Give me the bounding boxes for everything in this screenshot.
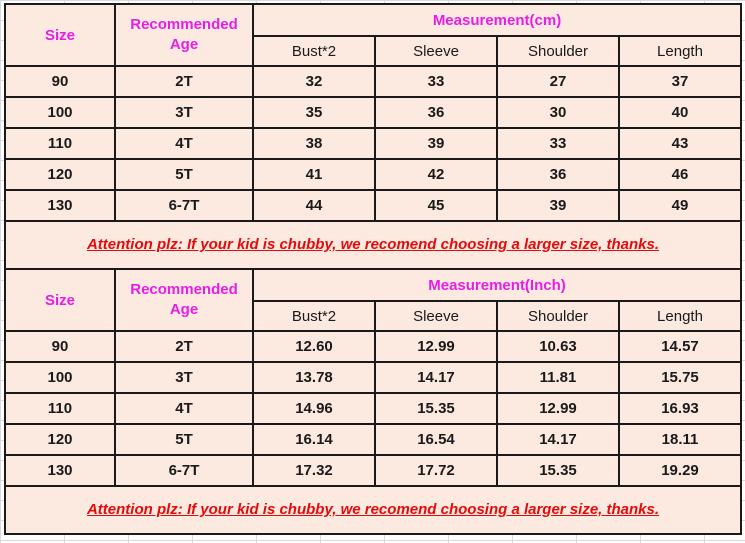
age-cell: 4T — [115, 393, 253, 424]
age-cell: 6-7T — [115, 190, 253, 221]
chubby-kid-notice — [5, 486, 741, 534]
sleeve-cell: 12.99 — [375, 331, 497, 362]
bust-cell: 16.14 — [253, 424, 375, 455]
length-cell: 16.93 — [619, 393, 741, 424]
shoulder-cell: 12.99 — [497, 393, 619, 424]
column-sleeve: Sleeve — [375, 36, 497, 66]
shoulder-cell: 10.63 — [497, 331, 619, 362]
sleeve-cell: 16.54 — [375, 424, 497, 455]
table-row — [5, 424, 741, 455]
size-cell: 110 — [5, 393, 115, 424]
length-cell: 14.57 — [619, 331, 741, 362]
recommended-age-header: Recommended Age — [115, 4, 253, 66]
bust-cell: 35 — [253, 97, 375, 128]
shoulder-cell: 14.17 — [497, 424, 619, 455]
shoulder-cell: 11.81 — [497, 362, 619, 393]
table-row — [5, 66, 741, 97]
shoulder-cell: 33 — [497, 128, 619, 159]
size-cell: 130 — [5, 455, 115, 486]
size-cell: 100 — [5, 362, 115, 393]
size-cell: 100 — [5, 97, 115, 128]
age-cell: 6-7T — [115, 455, 253, 486]
table-row — [5, 455, 741, 486]
size-cell: 120 — [5, 424, 115, 455]
table-row — [5, 159, 741, 190]
shoulder-cell: 30 — [497, 97, 619, 128]
sleeve-cell: 17.72 — [375, 455, 497, 486]
size-cell: 120 — [5, 159, 115, 190]
sleeve-cell: 33 — [375, 66, 497, 97]
inch-header-row — [5, 269, 741, 301]
age-cell: 5T — [115, 424, 253, 455]
table-row — [5, 362, 741, 393]
recommended-age-header: Recommended Age — [115, 269, 253, 331]
size-cell: 90 — [5, 66, 115, 97]
table-row — [5, 190, 741, 221]
bust-cell: 14.96 — [253, 393, 375, 424]
size-cell: 110 — [5, 128, 115, 159]
size-header: Size — [5, 4, 115, 66]
notice-text: Attention plz: If your kid is chubby, we recomend choosing a larger size, thanks. — [86, 236, 660, 253]
age-cell: 3T — [115, 97, 253, 128]
bust-cell: 17.32 — [253, 455, 375, 486]
age-cell: 2T — [115, 66, 253, 97]
inch-notice-row — [5, 486, 741, 534]
age-cell: 5T — [115, 159, 253, 190]
length-cell: 49 — [619, 190, 741, 221]
measurement-inch-header: Measurement(Inch) — [253, 269, 741, 301]
shoulder-cell: 39 — [497, 190, 619, 221]
shoulder-cell: 36 — [497, 159, 619, 190]
length-cell: 19.29 — [619, 455, 741, 486]
column-shoulder: Shoulder — [497, 301, 619, 331]
size-chart-table — [4, 3, 742, 535]
bust-cell: 41 — [253, 159, 375, 190]
length-cell: 37 — [619, 66, 741, 97]
size-cell: 90 — [5, 331, 115, 362]
column-bust: Bust*2 — [253, 36, 375, 66]
length-cell: 40 — [619, 97, 741, 128]
bust-cell: 12.60 — [253, 331, 375, 362]
chubby-kid-notice — [5, 221, 741, 269]
column-shoulder: Shoulder — [497, 36, 619, 66]
length-cell: 43 — [619, 128, 741, 159]
bust-cell: 13.78 — [253, 362, 375, 393]
sleeve-cell: 45 — [375, 190, 497, 221]
measurement-cm-header: Measurement(cm) — [253, 4, 741, 36]
column-bust: Bust*2 — [253, 301, 375, 331]
age-cell: 4T — [115, 128, 253, 159]
length-cell: 46 — [619, 159, 741, 190]
length-cell: 15.75 — [619, 362, 741, 393]
sleeve-cell: 39 — [375, 128, 497, 159]
bust-cell: 38 — [253, 128, 375, 159]
shoulder-cell: 27 — [497, 66, 619, 97]
cm-header-row — [5, 4, 741, 36]
notice-text: Attention plz: If your kid is chubby, we recomend choosing a larger size, thanks. — [86, 501, 660, 518]
bust-cell: 44 — [253, 190, 375, 221]
sleeve-cell: 15.35 — [375, 393, 497, 424]
table-row — [5, 128, 741, 159]
column-sleeve: Sleeve — [375, 301, 497, 331]
table-row — [5, 331, 741, 362]
size-header: Size — [5, 269, 115, 331]
cm-notice-row — [5, 221, 741, 269]
column-length: Length — [619, 301, 741, 331]
table-row — [5, 393, 741, 424]
column-length: Length — [619, 36, 741, 66]
table-row — [5, 97, 741, 128]
shoulder-cell: 15.35 — [497, 455, 619, 486]
age-cell: 3T — [115, 362, 253, 393]
bust-cell: 32 — [253, 66, 375, 97]
length-cell: 18.11 — [619, 424, 741, 455]
size-cell: 130 — [5, 190, 115, 221]
age-cell: 2T — [115, 331, 253, 362]
sleeve-cell: 36 — [375, 97, 497, 128]
sleeve-cell: 14.17 — [375, 362, 497, 393]
sleeve-cell: 42 — [375, 159, 497, 190]
